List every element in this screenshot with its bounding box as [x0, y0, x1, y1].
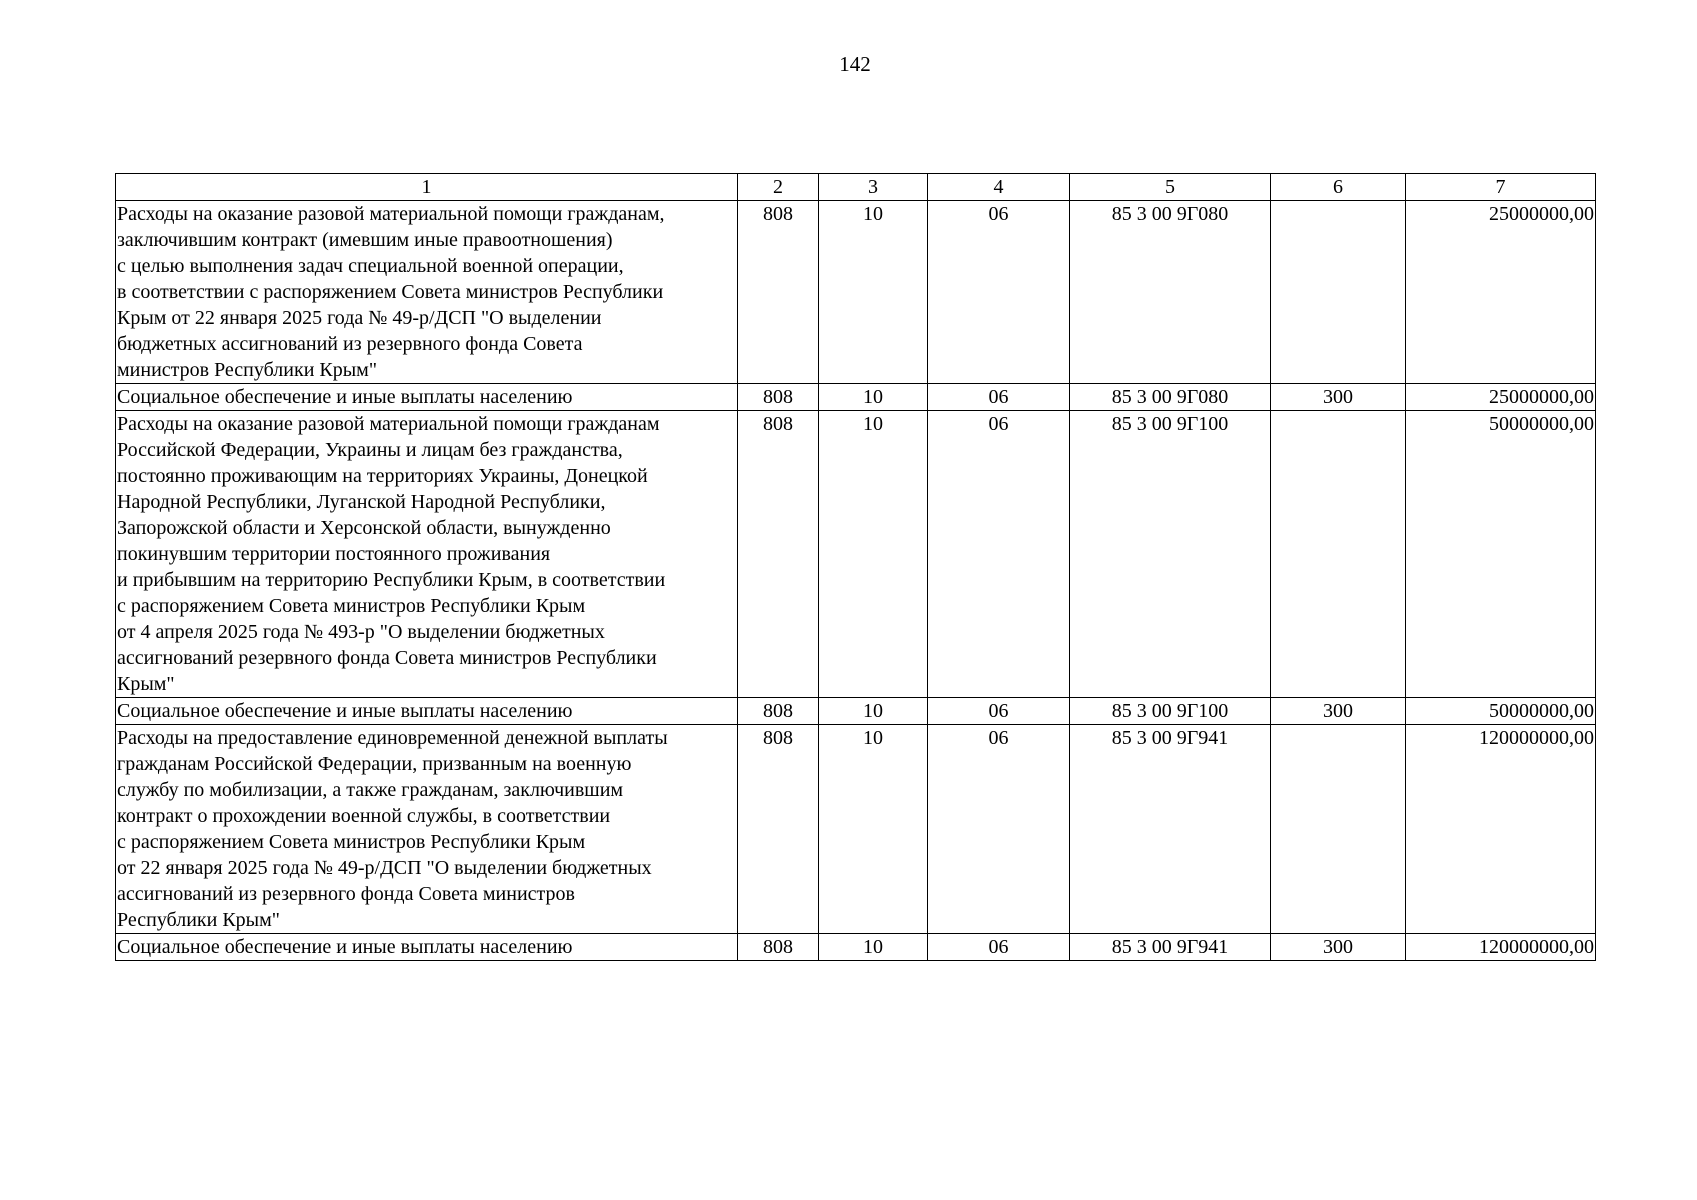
row-expense-type [1271, 201, 1406, 384]
row-subsection: 06 [928, 698, 1070, 725]
row-section: 10 [819, 698, 928, 725]
row-subsection: 06 [928, 411, 1070, 698]
row-name: Социальное обеспечение и иные выплаты населению [116, 384, 738, 411]
table-row [116, 384, 1596, 411]
row-section: 10 [819, 725, 928, 934]
row-name: Расходы на предоставление единовременной денежной выплаты гражданам Российской Федерации, призванным на военную службу по мобилизации, а также гражданам, заключившим контракт о прохождении военной службы, в соответствии с распоряжением Совета министров Республики Крым от 22 января 2025 года № 49-р/ДСП "О выделении бюджетных ассигнований из резервного фонда Совета министров Республики Крым" [116, 725, 738, 934]
row-expense-type: 300 [1271, 934, 1406, 961]
row-grbs: 808 [738, 201, 819, 384]
table-header-row [116, 174, 1596, 201]
row-section: 10 [819, 411, 928, 698]
row-amount: 120000000,00 [1406, 934, 1596, 961]
row-amount: 120000000,00 [1406, 725, 1596, 934]
row-grbs: 808 [738, 725, 819, 934]
row-amount: 25000000,00 [1406, 384, 1596, 411]
row-amount: 50000000,00 [1406, 698, 1596, 725]
row-grbs: 808 [738, 411, 819, 698]
row-subsection: 06 [928, 384, 1070, 411]
row-grbs: 808 [738, 934, 819, 961]
row-target-article: 85 3 00 9Г080 [1070, 384, 1271, 411]
table-row [116, 201, 1596, 384]
row-section: 10 [819, 201, 928, 384]
header-col-5: 5 [1070, 174, 1271, 201]
row-expense-type: 300 [1271, 384, 1406, 411]
row-target-article: 85 3 00 9Г080 [1070, 201, 1271, 384]
row-target-article: 85 3 00 9Г100 [1070, 411, 1271, 698]
row-subsection: 06 [928, 201, 1070, 384]
header-col-7: 7 [1406, 174, 1596, 201]
row-expense-type [1271, 411, 1406, 698]
row-target-article: 85 3 00 9Г941 [1070, 934, 1271, 961]
row-name: Расходы на оказание разовой материальной помощи гражданам Российской Федерации, Украины и лицам без гражданства, постоянно проживающим на территориях Украины, Донецкой Народной Республики, Луганской Народной Республики, Запорожской области и Херсонской области, вынужденно покинувшим территории постоянного проживания и прибывшим на территорию Республики Крым, в соответствии с распоряжением Совета министров Республики Крым от 4 апреля 2025 года № 493-р "О выделении бюджетных ассигнований резервного фонда Совета министров Республики Крым" [116, 411, 738, 698]
row-amount: 50000000,00 [1406, 411, 1596, 698]
row-grbs: 808 [738, 384, 819, 411]
header-col-6: 6 [1271, 174, 1406, 201]
row-grbs: 808 [738, 698, 819, 725]
table-row [116, 698, 1596, 725]
row-amount: 25000000,00 [1406, 201, 1596, 384]
row-expense-type: 300 [1271, 698, 1406, 725]
table-row [116, 934, 1596, 961]
row-subsection: 06 [928, 934, 1070, 961]
row-expense-type [1271, 725, 1406, 934]
row-name: Социальное обеспечение и иные выплаты населению [116, 934, 738, 961]
row-subsection: 06 [928, 725, 1070, 934]
table-row [116, 411, 1596, 698]
row-name: Социальное обеспечение и иные выплаты населению [116, 698, 738, 725]
row-target-article: 85 3 00 9Г100 [1070, 698, 1271, 725]
row-name: Расходы на оказание разовой материальной помощи гражданам, заключившим контракт (имевшим иные правоотношения) с целью выполнения задач специальной военной операции, в соответствии с распоряжением Совета министров Республики Крым от 22 января 2025 года № 49-р/ДСП "О выделении бюджетных ассигнований из резервного фонда Совета министров Республики Крым" [116, 201, 738, 384]
budget-table [115, 173, 1596, 961]
header-col-3: 3 [819, 174, 928, 201]
header-col-1: 1 [116, 174, 738, 201]
table-row [116, 725, 1596, 934]
page-number: 142 [839, 52, 871, 76]
row-section: 10 [819, 934, 928, 961]
header-col-4: 4 [928, 174, 1070, 201]
header-col-2: 2 [738, 174, 819, 201]
row-target-article: 85 3 00 9Г941 [1070, 725, 1271, 934]
row-section: 10 [819, 384, 928, 411]
